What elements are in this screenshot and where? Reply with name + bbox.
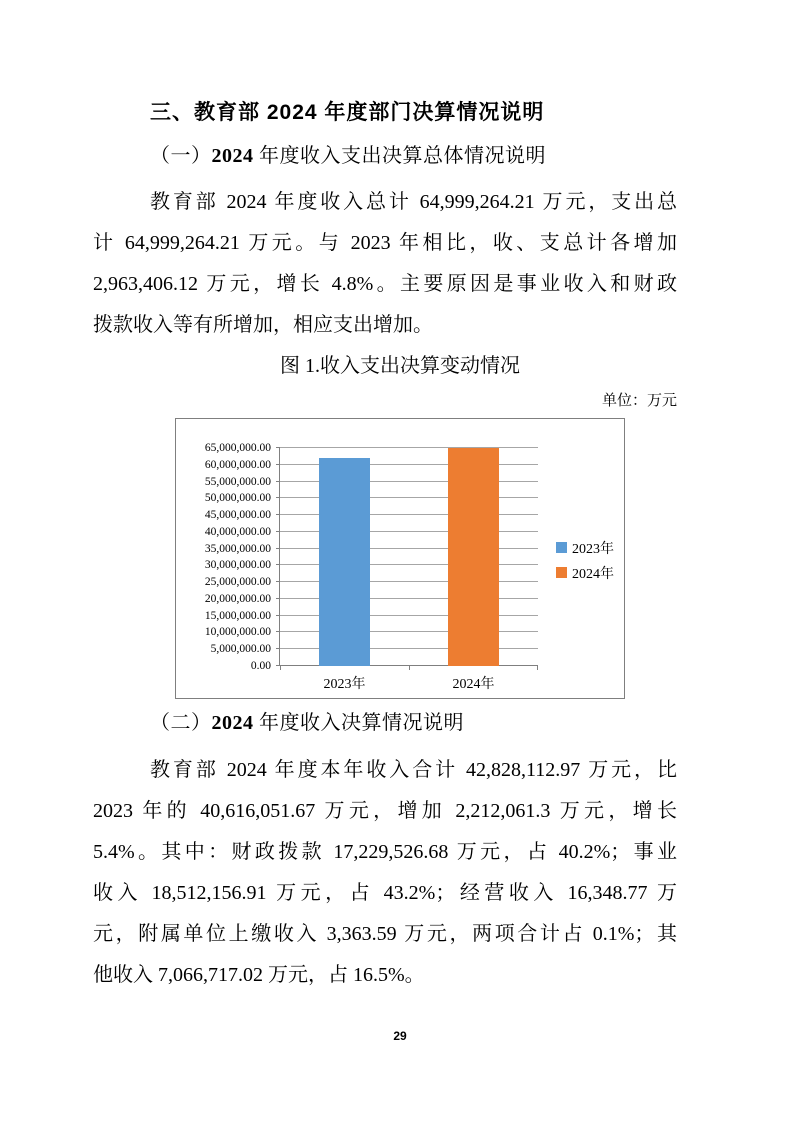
y-axis-tick-label: 15,000,000.00 bbox=[204, 609, 271, 622]
paragraph-line: 2,963,406.12 万元，增长 4.8%。主要原因是事业收入和财政 bbox=[93, 273, 677, 295]
section1-title-year: 2024 bbox=[211, 145, 254, 167]
paragraph-line: 5.4%。其中：财政拨款 17,229,526.68 万元，占 40.2%；事业 bbox=[93, 841, 677, 863]
y-axis-tick-mark bbox=[276, 531, 280, 532]
y-axis-tick-label: 55,000,000.00 bbox=[204, 475, 271, 488]
page-title: 三、教育部 2024 年度部门决算情况说明 bbox=[150, 101, 545, 124]
x-axis-category-label: 2024年 bbox=[452, 677, 495, 692]
section2-title-year: 2024 bbox=[211, 712, 254, 734]
y-axis-tick-mark bbox=[276, 497, 280, 498]
section2-title bbox=[93, 708, 677, 738]
bar-2023 bbox=[319, 458, 370, 666]
paragraph-line: 2023 年的 40,616,051.67 万元，增加 2,212,061.3 万元，增长 bbox=[93, 800, 677, 822]
x-axis-tick-mark bbox=[409, 666, 410, 670]
x-axis-tick-mark bbox=[537, 666, 538, 670]
y-axis-tick-label: 40,000,000.00 bbox=[204, 525, 271, 538]
paragraph-line: 元，附属单位上缴收入 3,363.59 万元，两项合计占 0.1%；其 bbox=[93, 923, 677, 945]
y-axis-tick-mark bbox=[276, 648, 280, 649]
y-axis-tick-label: 60,000,000.00 bbox=[204, 458, 271, 471]
figure-1-bar-chart bbox=[175, 418, 625, 699]
y-axis-tick-mark bbox=[276, 564, 280, 565]
y-axis-tick-mark bbox=[276, 447, 280, 448]
y-axis-tick-mark bbox=[276, 631, 280, 632]
section1-title bbox=[93, 141, 677, 171]
page-number: 29 bbox=[393, 1029, 407, 1043]
chart-plot-area bbox=[204, 442, 538, 692]
legend-item bbox=[556, 535, 614, 560]
paragraph-line: 计 64,999,264.21 万元。与 2023 年相比，收、支总计各增加 bbox=[93, 232, 677, 254]
chart-legend bbox=[556, 535, 614, 585]
y-axis-tick-label: 20,000,000.00 bbox=[204, 592, 271, 605]
legend-label: 2024年 bbox=[572, 566, 614, 582]
paragraph-overview bbox=[93, 182, 677, 346]
section1-title-text: 年度收入支出决算总体情况说明 bbox=[253, 145, 546, 167]
paragraph-line: 教育部 2024 年度收入总计 64,999,264.21 万元，支出总 bbox=[150, 191, 677, 213]
section2-title-text: 年度收入决算情况说明 bbox=[253, 712, 464, 734]
x-axis-tick-mark bbox=[280, 666, 281, 670]
y-axis-tick-label: 30,000,000.00 bbox=[204, 559, 271, 572]
y-axis-tick-mark bbox=[276, 615, 280, 616]
figure-caption: 图 1.收入支出决算变动情况 bbox=[280, 355, 520, 377]
y-axis-tick-mark bbox=[276, 481, 280, 482]
legend-swatch-icon bbox=[556, 567, 567, 578]
gridline bbox=[280, 447, 538, 448]
y-axis-tick-label: 65,000,000.00 bbox=[204, 442, 271, 454]
y-axis-tick-mark bbox=[276, 581, 280, 582]
y-axis-tick-mark bbox=[276, 598, 280, 599]
y-axis-tick-mark bbox=[276, 514, 280, 515]
x-axis-category-label: 2023年 bbox=[323, 677, 366, 692]
section2-title-prefix: （二） bbox=[150, 712, 212, 734]
y-axis-tick-label: 5,000,000.00 bbox=[210, 643, 271, 656]
y-axis-tick-mark bbox=[276, 464, 280, 465]
bar-2024 bbox=[448, 448, 499, 666]
paragraph-line: 拨款收入等有所增加，相应支出增加。 bbox=[93, 314, 433, 336]
legend-item bbox=[556, 560, 614, 585]
paragraph-line: 他收入 7,066,717.02 万元，占 16.5%。 bbox=[93, 964, 425, 986]
y-axis-tick-label: 25,000,000.00 bbox=[204, 576, 271, 589]
y-axis-tick-label: 35,000,000.00 bbox=[204, 542, 271, 555]
paragraph-line: 收入 18,512,156.91 万元，占 43.2%；经营收入 16,348.77 万 bbox=[93, 882, 677, 904]
y-axis-tick-label: 50,000,000.00 bbox=[204, 492, 271, 505]
legend-swatch-icon bbox=[556, 542, 567, 553]
section1-title-prefix: （一） bbox=[150, 145, 212, 167]
y-axis-tick-mark bbox=[276, 548, 280, 549]
y-axis-tick-label: 45,000,000.00 bbox=[204, 509, 271, 522]
y-axis-tick-label: 10,000,000.00 bbox=[204, 626, 271, 639]
paragraph-income bbox=[93, 750, 677, 996]
legend-label: 2023年 bbox=[572, 541, 614, 557]
y-axis-tick-label: 0.00 bbox=[250, 660, 271, 672]
paragraph-line: 教育部 2024 年度本年收入合计 42,828,112.97 万元，比 bbox=[150, 759, 677, 781]
unit-label: 单位：万元 bbox=[601, 393, 677, 409]
